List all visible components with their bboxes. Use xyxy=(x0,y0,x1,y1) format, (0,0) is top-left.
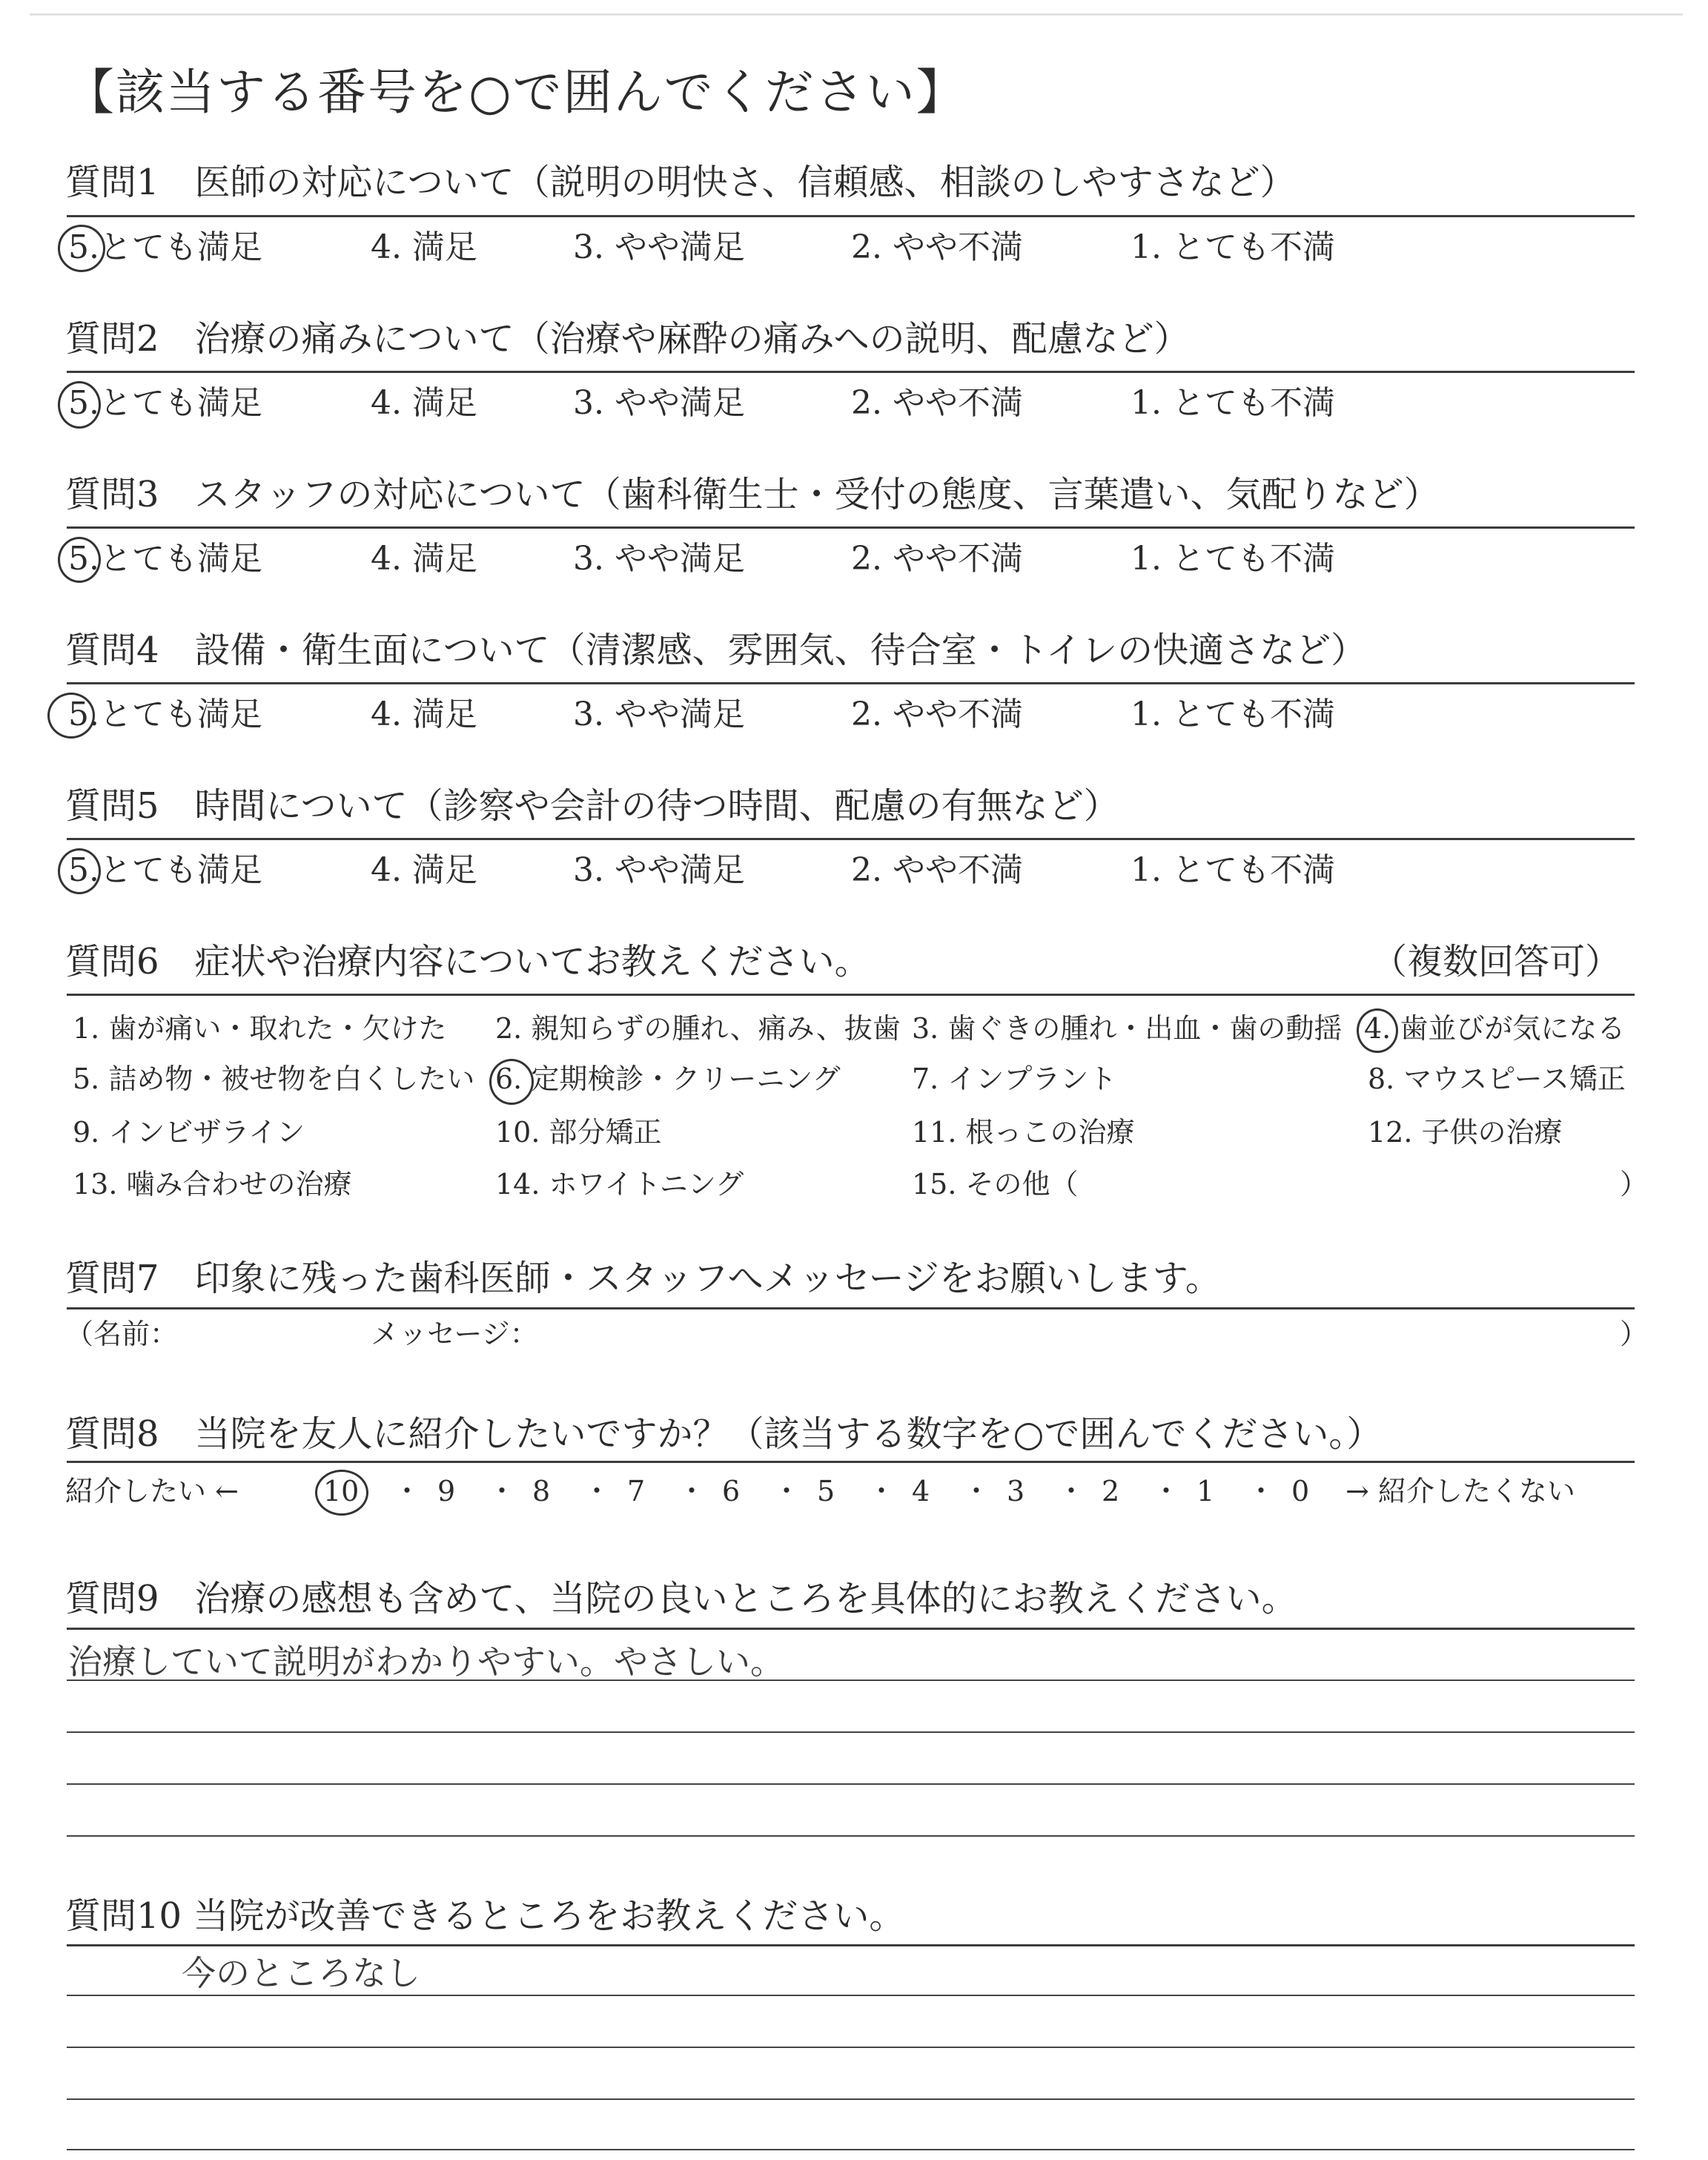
q2-option-3[interactable]: 3. やや満足 xyxy=(573,384,745,422)
question-7-divider xyxy=(67,1307,1635,1309)
q8-value-9[interactable]: 9 xyxy=(437,1475,456,1507)
q3-option-1[interactable]: 1. とても不満 xyxy=(1131,540,1335,578)
q5-option-1[interactable]: 1. とても不満 xyxy=(1131,851,1335,889)
q6-option-11[interactable]: 11. 根っこの治療 xyxy=(912,1116,1135,1149)
q8-value-2[interactable]: 2 xyxy=(1102,1475,1120,1507)
q6-option-7[interactable]: 7. インプラント xyxy=(912,1063,1117,1095)
q2-option-2[interactable]: 2. やや不満 xyxy=(851,384,1023,422)
q8-sep: ・ xyxy=(1152,1475,1181,1507)
q5-option-2[interactable]: 2. やや不満 xyxy=(851,851,1023,889)
question-5-title: 質問5 時間について（診察や会計の待つ時間、配慮の有無など） xyxy=(65,785,1119,827)
q6-option-10[interactable]: 10. 部分矯正 xyxy=(495,1116,662,1149)
q9-answer-line xyxy=(67,1783,1635,1785)
question-6-divider xyxy=(67,994,1635,996)
q8-value-3[interactable]: 3 xyxy=(1007,1475,1025,1507)
q3-option-2[interactable]: 2. やや不満 xyxy=(851,540,1023,578)
q7-message-field[interactable]: メッセージ： xyxy=(371,1318,538,1350)
q6-option-15[interactable]: 15. その他（ xyxy=(912,1168,1079,1200)
question-8-title: 質問8 当院を友人に紹介したいですか？（該当する数字を○で囲んでください。） xyxy=(65,1413,1383,1455)
q8-value-7[interactable]: 7 xyxy=(627,1475,646,1507)
q10-answer-line xyxy=(67,1995,1635,1996)
question-2-divider xyxy=(67,371,1635,373)
q6-option-15-close: ） xyxy=(1620,1168,1649,1200)
q1-option-1[interactable]: 1. とても不満 xyxy=(1131,228,1335,266)
q6-option-8[interactable]: 8. マウスピース矯正 xyxy=(1368,1063,1626,1095)
question-8-divider xyxy=(67,1461,1635,1463)
q8-sep: ・ xyxy=(488,1475,517,1507)
q8-value-1[interactable]: 1 xyxy=(1196,1475,1215,1507)
q8-sep: ・ xyxy=(867,1475,896,1507)
q6-option-3[interactable]: 3. 歯ぐきの腫れ・出血・歯の動揺 xyxy=(912,1012,1343,1045)
q1-option-4[interactable]: 4. 満足 xyxy=(371,228,477,266)
q6-option-5[interactable]: 5. 詰め物・被せ物を白くしたい xyxy=(73,1063,475,1095)
q9-answer-line xyxy=(67,1835,1635,1837)
q2-option-1[interactable]: 1. とても不満 xyxy=(1131,384,1335,422)
question-9-divider xyxy=(67,1628,1635,1630)
question-4-title: 質問4 設備・衛生面について（清潔感、雰囲気、待合室・トイレの快適さなど） xyxy=(65,630,1367,671)
q8-value-5[interactable]: 5 xyxy=(817,1475,835,1507)
q9-answer-line xyxy=(67,1731,1635,1733)
q1-option-3[interactable]: 3. やや満足 xyxy=(573,228,745,266)
q3-option-4[interactable]: 4. 満足 xyxy=(371,540,477,578)
q6-option-14[interactable]: 14. ホワイトニング xyxy=(495,1168,744,1200)
q8-sep: ・ xyxy=(962,1475,991,1507)
q4-option-2[interactable]: 2. やや不満 xyxy=(851,696,1023,733)
q2-option-4[interactable]: 4. 満足 xyxy=(371,384,477,422)
q4-option-1[interactable]: 1. とても不満 xyxy=(1131,696,1335,733)
q5-option-5[interactable]: 5.とても満足 xyxy=(68,851,262,889)
q4-option-3[interactable]: 3. やや満足 xyxy=(573,696,745,733)
q10-answer-line xyxy=(67,2047,1635,2048)
q5-option-4[interactable]: 4. 満足 xyxy=(371,851,477,889)
q10-handwritten-answer: 今のところなし xyxy=(182,1953,420,1993)
question-4-divider xyxy=(67,682,1635,684)
q4-option-4[interactable]: 4. 満足 xyxy=(371,696,477,733)
form-instruction-header: 【該当する番号を○で囲んでください】 xyxy=(65,64,967,121)
q3-option-5[interactable]: 5.とても満足 xyxy=(68,540,262,578)
q8-sep: ・ xyxy=(583,1475,612,1507)
question-2-title: 質問2 治療の痛みについて（治療や麻酔の痛みへの説明、配慮など） xyxy=(65,318,1190,360)
q8-sep: ・ xyxy=(393,1475,422,1507)
q4-option-5[interactable]: 5.とても満足 xyxy=(68,696,262,733)
q1-option-5[interactable]: 5.とても満足 xyxy=(68,228,262,266)
q8-scale-right-label: → 紹介したくない xyxy=(1345,1475,1575,1507)
question-1-divider xyxy=(67,215,1635,217)
question-6-multiple-note: （複数回答可） xyxy=(1371,941,1621,982)
q10-answer-line xyxy=(67,2098,1635,2100)
q8-value-8[interactable]: 8 xyxy=(532,1475,551,1507)
q6-option-9[interactable]: 9. インビザライン xyxy=(73,1116,305,1149)
q7-close-paren: ） xyxy=(1620,1318,1649,1350)
question-10-divider xyxy=(67,1944,1635,1946)
q9-handwritten-answer: 治療していて説明がわかりやすい。やさしい。 xyxy=(68,1642,784,1682)
q1-option-2[interactable]: 2. やや不満 xyxy=(851,228,1023,266)
question-3-title: 質問3 スタッフの対応について（歯科衛生士・受付の態度、言葉遣い、気配りなど） xyxy=(65,474,1440,515)
q6-option-13[interactable]: 13. 噛み合わせの治療 xyxy=(73,1168,352,1200)
q8-value-10[interactable]: 10 xyxy=(323,1475,360,1507)
top-divider xyxy=(30,13,1683,16)
q6-option-6[interactable]: 6. 定期検診・クリーニング xyxy=(495,1063,841,1095)
q8-value-6[interactable]: 6 xyxy=(722,1475,741,1507)
q10-answer-line xyxy=(67,2149,1635,2150)
q8-scale-left-label: 紹介したい ← xyxy=(65,1475,239,1507)
q8-value-4[interactable]: 4 xyxy=(912,1475,930,1507)
question-7-title: 質問7 印象に残った歯科医師・スタッフへメッセージをお願いします。 xyxy=(65,1258,1221,1299)
question-3-divider xyxy=(67,526,1635,529)
q8-value-0[interactable]: 0 xyxy=(1291,1475,1310,1507)
q6-option-2[interactable]: 2. 親知らずの腫れ、痛み、抜歯 xyxy=(495,1012,901,1045)
q6-option-12[interactable]: 12. 子供の治療 xyxy=(1368,1116,1563,1149)
q8-sep: ・ xyxy=(1247,1475,1276,1507)
question-6-title: 質問6 症状や治療内容についてお教えください。 xyxy=(65,941,870,982)
question-1-title: 質問1 医師の対応について（説明の明快さ、信頼感、相談のしやすさなど） xyxy=(65,162,1296,203)
q5-option-3[interactable]: 3. やや満足 xyxy=(573,851,745,889)
q7-name-field[interactable]: （名前： xyxy=(65,1318,179,1350)
question-5-divider xyxy=(67,838,1635,840)
q6-option-1[interactable]: 1. 歯が痛い・取れた・欠けた xyxy=(73,1012,447,1045)
q9-answer-line xyxy=(67,1680,1635,1681)
q3-option-3[interactable]: 3. やや満足 xyxy=(573,540,745,578)
q8-sep: ・ xyxy=(772,1475,801,1507)
question-9-title: 質問9 治療の感想も含めて、当院の良いところを具体的にお教えください。 xyxy=(65,1578,1297,1619)
q6-option-4[interactable]: 4. 歯並びが気になる xyxy=(1364,1012,1626,1045)
question-10-title: 質問10 当院が改善できるところをお教えください。 xyxy=(65,1895,905,1937)
q8-sep: ・ xyxy=(1057,1475,1086,1507)
q2-option-5[interactable]: 5.とても満足 xyxy=(68,384,262,422)
q8-sep: ・ xyxy=(678,1475,706,1507)
